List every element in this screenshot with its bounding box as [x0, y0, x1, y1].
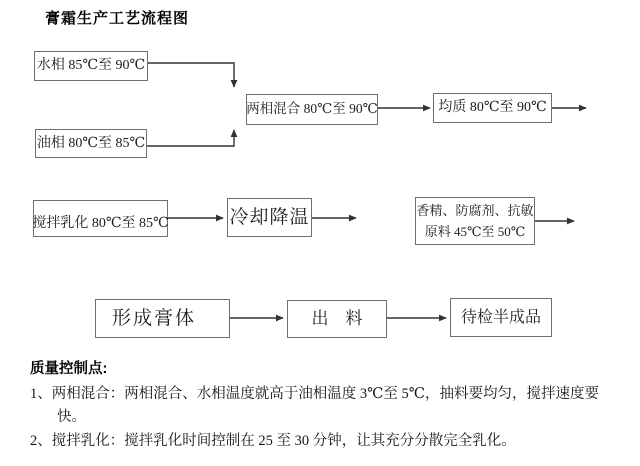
box-water-phase: [34, 51, 148, 81]
box-discharge: [287, 300, 387, 338]
box-water-phase-label: 水相 85℃至 90℃: [36, 58, 146, 74]
box-cooling-label: 冷却降温: [229, 206, 310, 228]
box-semi-finished-label: 待检半成品: [460, 308, 541, 326]
box-two-phase-mix-label: 两相混合 80℃至 90℃: [246, 101, 378, 117]
box-discharge-label: 出 料: [311, 309, 363, 329]
box-additives-line1: 香精、防腐剂、抗敏: [416, 203, 534, 218]
box-additives: [415, 197, 535, 245]
box-additives-line2: 原料 45℃至 50℃: [424, 224, 526, 239]
box-semi-finished: [450, 298, 552, 337]
note-item2: 2、搅拌乳化：搅拌乳化时间控制在 25 至 30 分钟，让其充分分散完全乳化。: [30, 433, 516, 449]
box-oil-phase: [35, 129, 147, 158]
note-item1-line1: 1、两相混合：两相混合、水相温度就高于油相温度 3℃至 5℃，抽料要均匀，搅拌速度要: [30, 386, 599, 402]
box-two-phase-mix: [246, 94, 378, 125]
arrow-oil-to-mix-icon: [147, 130, 234, 146]
box-form-cream-label: 形成膏体: [112, 307, 197, 329]
box-oil-phase-label: 油相 80℃至 85℃: [36, 135, 146, 151]
page-title: 膏霜生产工艺流程图: [45, 10, 190, 27]
box-form-cream: [95, 299, 230, 338]
notes-heading: 质量控制点:: [30, 361, 108, 377]
box-stir-emulsify-label: 搅拌乳化 80℃至 85℃: [32, 215, 169, 231]
box-homogenize: [433, 93, 552, 123]
box-cooling: [227, 198, 312, 237]
arrow-water-to-mix-icon: [148, 63, 234, 87]
box-homogenize-label: 均质 80℃至 90℃: [438, 100, 547, 116]
note-item1-line2: 快。: [57, 409, 86, 425]
box-stir-emulsify: [33, 200, 168, 237]
